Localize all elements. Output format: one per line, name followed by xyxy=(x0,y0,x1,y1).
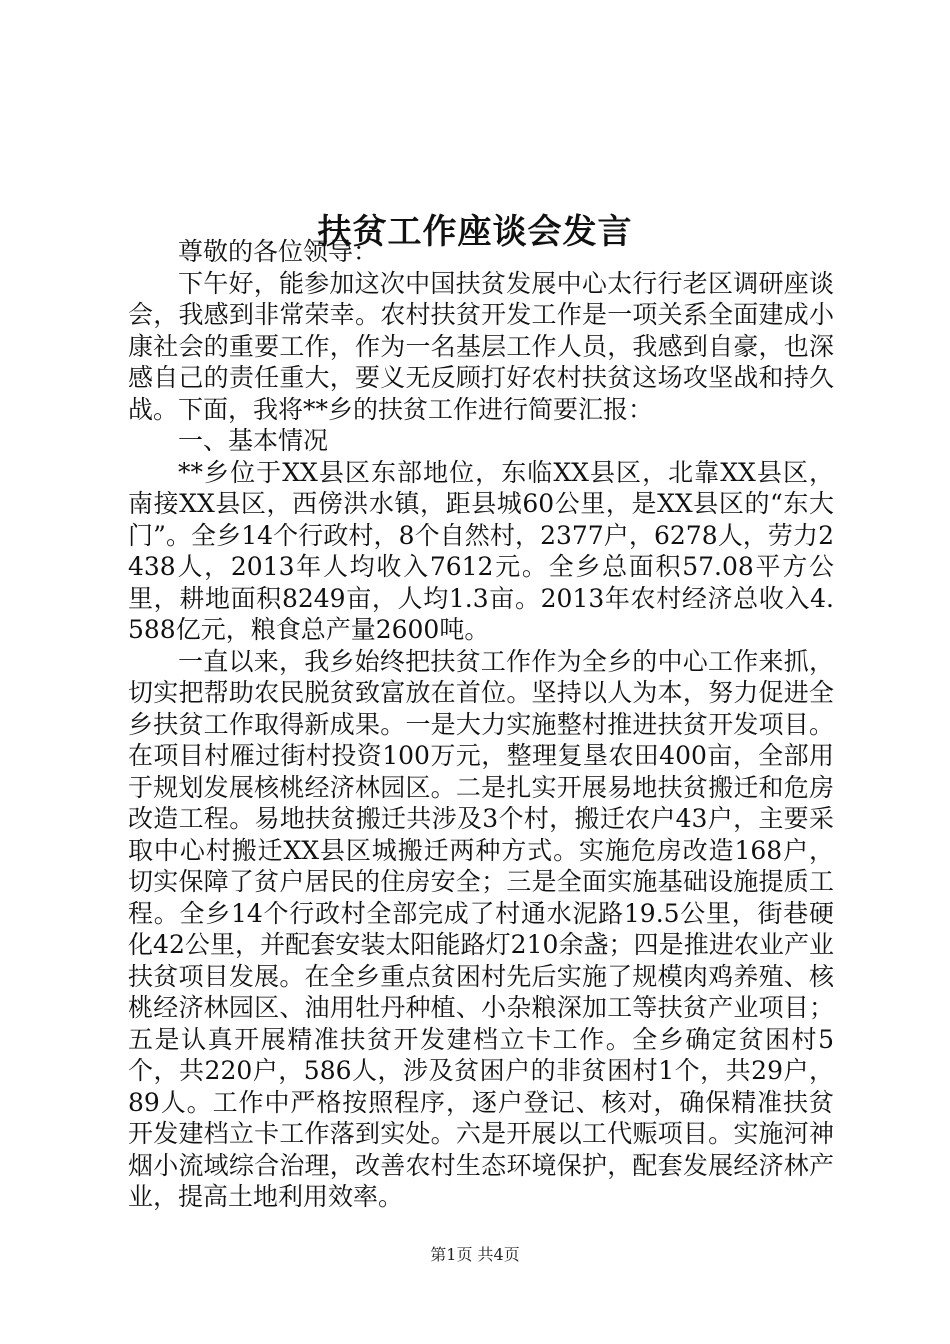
document-title: 扶贫工作座谈会发言 xyxy=(317,211,633,252)
section-heading: 一、基本情况 xyxy=(178,426,329,455)
basic-info-paragraph: **乡位于XX县区东部地位，东临XX县区，北靠XX县区，南接XX县区，西傍洪水镇，距县城60公里，是XX县区的“东大门”。全乡14个行政村，8个自然村，2377户，6278人，劳力2438人，2013年人均收入7612元。全乡总面积57.08平方公里，耕地面积8249亩，人均1.3亩。2013年农村经济总收入4.588亿元，粮食总产量2600吨。 xyxy=(128,457,834,644)
intro-paragraph: 下午好，能参加这次中国扶贫发展中心太行行老区调研座谈会，我感到非常荣幸。农村扶贫开发工作是一项关系全面建成小康社会的重要工作，作为一名基层工作人员，我感到自豪，也深感自己的责任重大，要义无反顾打好农村扶贫这场攻坚战和持久战。下面，我将**乡的扶贫工作进行简要汇报： xyxy=(128,268,834,424)
work-summary-paragraph: 一直以来，我乡始终把扶贫工作作为全乡的中心工作来抓，切实把帮助农民脱贫致富放在首位。坚持以人为本，努力促进全乡扶贫工作取得新成果。一是大力实施整村推进扶贫开发项目。在项目村雁过街村投资100万元，整理复垦农田400亩，全部用于规划发展核桃经济林园区。二是扎实开展易地扶贫搬迁和危房改造工程。易地扶贫搬迁共涉及3个村，搬迁农户43户，主要采取中心村搬迁XX县区城搬迁两种方式。实施危房改造168户，切实保障了贫户居民的住房安全；三是全面实施基础设施提质工程。全乡14个行政村全部完成了村通水泥路19.5公里，街巷硬化42公里，并配套安装太阳能路灯210余盏；四是推进农业产业扶贫项目发展。在全乡重点贫困村先后实施了规模肉鸡养殖、核桃经济林园区、油用牡丹种植、小杂粮深加工等扶贫产业项目；五是认真开展精准扶贫开发建档立卡工作。全乡确定贫困村5个，共220户，586人，涉及贫困户的非贫困村1个，共29户，89人。工作中严格按照程序，逐户登记、核对，确保精准扶贫开发建档立卡工作落到实处。六是开展以工代赈项目。实施河神烟小流域综合治理，改善农村生态环境保护，配套发展经济林产业，提高土地利用效率。 xyxy=(128,646,834,1211)
document-body xyxy=(128,236,834,1213)
page-number-footer: 第1页 共4页 xyxy=(430,1245,520,1264)
salutation-paragraph: 尊敬的各位领导： xyxy=(178,237,379,266)
